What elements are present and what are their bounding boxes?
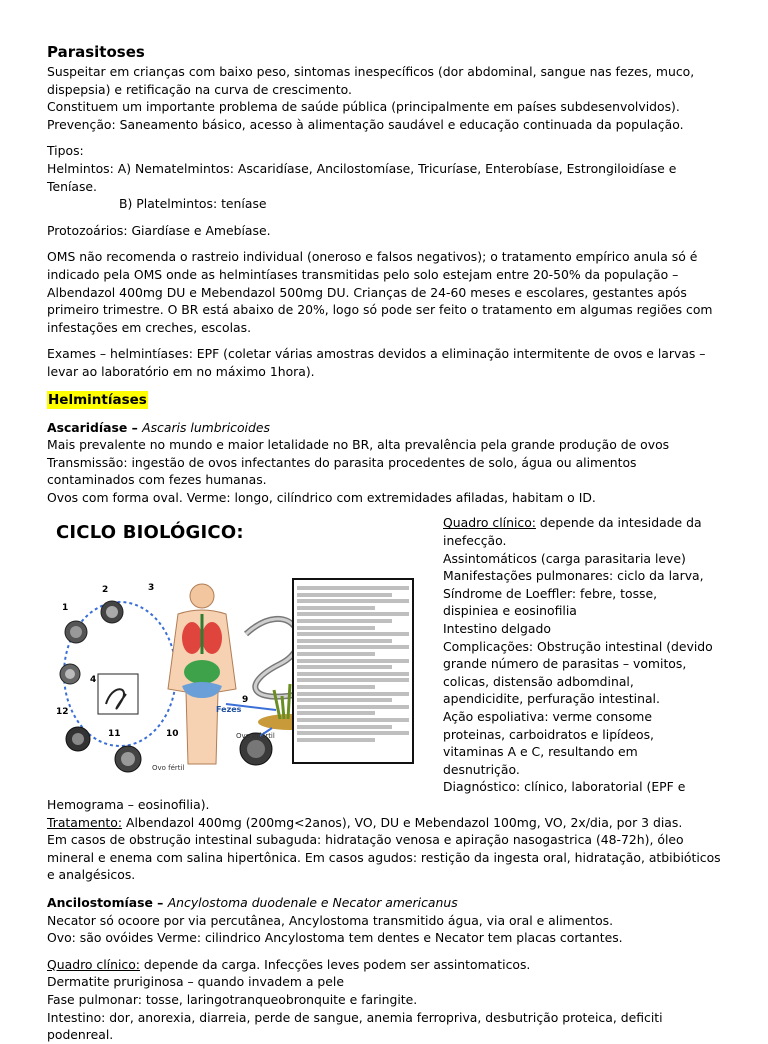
tipos-helmintos-b: B) Platelmintos: teníase — [119, 196, 267, 212]
ascaridiase-title: Ascaridíase – — [47, 419, 143, 435]
ancilostomiase-line-1: Necator só ocoore por via percutânea, Ancylostoma transmitido água, via oral e alimentos. — [47, 912, 614, 928]
clinico-line: Intestino delgado — [443, 621, 551, 637]
cycle-number-label: 11 — [108, 729, 121, 740]
cycle-number-label: 2 — [102, 585, 109, 596]
clinico-text: depende da intesidade da inefecção. — [443, 515, 702, 549]
page-title: Parasitoses — [47, 43, 145, 61]
tratamento-line — [47, 814, 727, 832]
ancilostomiase-heading — [47, 894, 727, 912]
cycle-number-label: 10 — [166, 729, 179, 740]
anc-clinico-line: Dermatite pruriginosa – quando invadem a pele — [47, 974, 344, 990]
egg-icon — [60, 664, 80, 684]
ascaridiase-line-1: Mais prevalente no mundo e maior letalidade no BR, alta prevalência pela grande produção de ovos — [47, 437, 670, 453]
ancilostomiase-line-2: Ovo: são ovóides Verme: cilindrico Ancylostoma tem dentes e Necator tem placas cortantes. — [47, 930, 623, 946]
anc-clinico-text: depende da carga. Infecções leves podem ser assintomaticos. — [139, 956, 531, 972]
anc-clinico-line: Fase pulmonar: tosse, laringotranqueobronquite e faringite. — [47, 991, 418, 1007]
tipos-label: Tipos: — [47, 143, 84, 159]
ascaridiase-line-2: Transmissão: ingestão de ovos infectantes do parasita procedentes de solo, água ou alimentos contaminados com fezes humanas. — [47, 454, 637, 488]
intro-paragraph-2: Constituem um importante problema de saúde pública (principalmente em países subdesenvolvidos). Prevenção: Saneamento básico, acesso à alimentação saudável e educação continuada da população. — [47, 99, 684, 132]
tipos-helmintos-a: Helmintos: A) Nematelmintos: Ascaridíase, Ancilostomíase, Tricuríase, Enterobíase, Estrongiloidíase e Teníase. — [47, 160, 677, 194]
intro-paragraph-1: Suspeitar em crianças com baixo peso, sintomas inespecíficos (dor abdominal, sangue nas fezes, muco, dispepsia) e retificação na curva de crescimento. — [47, 64, 695, 97]
oms-paragraph: OMS não recomenda o rastreio individual (oneroso e falsos negativos); o tratamento empírico anula só é indicado pela OMS onde as helmintíases transmitidas pelo solo estejam entre 20-50% da população – Albendazol 400mg DU e Mebendazol 500mg DU. Crianças de 24-60 meses e escolares, gestantes após primeiro trimestre. O BR está abaixo de 20%, logo só pode ser feito o tratamento em algumas regiões com infestações em creches, escolas. — [47, 249, 713, 335]
figure-title: CICLO BIOLÓGICO: — [56, 522, 244, 544]
ascaridiase-heading — [47, 419, 727, 437]
cycle-number-label: 4 — [90, 675, 97, 686]
anc-clinico-line: Intestino: dor, anorexia, diarreia, perde de sangue, anemia ferropriva, desbutrição proteica, deficiti podenreal. — [47, 1009, 663, 1043]
ancilostomiase-species: Ancylostoma duodenale e Necator americanus — [167, 894, 458, 910]
clinico-line: Manifestações pulmonares: ciclo da larva, Síndrome de Loeffler: febre, tosse, dispiniea e eosinofilia — [443, 568, 704, 619]
tipos-protozoarios: Protozoários: Giardíase e Amebíase. — [47, 222, 271, 238]
diagnostico-continuation: Hemograma – eosinofilia). — [47, 796, 210, 812]
clinico-label: Quadro clínico: — [443, 515, 536, 531]
cycle-number-label: 3 — [148, 583, 155, 594]
ascaridiase-line-3: Ovos com forma oval. Verme: longo, cilíndrico com extremidades afiladas, habitam o ID. — [47, 489, 596, 505]
egg-icon — [115, 746, 141, 772]
ascaridiase-clinical-column — [443, 514, 713, 796]
tratamento-label: Tratamento: — [47, 814, 123, 830]
fezes-label: Fezes — [216, 705, 242, 715]
ancilostomiase-clinico-intro — [47, 956, 727, 974]
section-helmintiases-heading: Helmintíases — [48, 391, 147, 408]
document-page — [47, 42, 727, 1044]
ascaridiase-figure-row — [47, 514, 727, 796]
cycle-legend-box — [292, 578, 414, 764]
tratamento-text: Albendazol 400mg (200mg<2anos), VO, DU e Mebendazol 100mg, VO, 2x/dia, por 3 dias. — [122, 814, 683, 830]
anc-clinico-label: Quadro clínico: — [47, 956, 140, 972]
ancilostomiase-title: Ancilostomíase – — [47, 894, 168, 910]
cycle-number-label: 12 — [56, 707, 69, 718]
ciclo-biologico-figure — [50, 514, 416, 774]
egg-icon — [101, 601, 123, 623]
clinico-line: Ação espoliativa: verme consome proteinas, carboidratos e lipídeos, vitaminas A e C, resultando em desnutrição. — [443, 709, 654, 777]
ovo-infertil-label: Ovo infértil — [236, 732, 275, 741]
ascaridiase-clinico-intro — [443, 514, 713, 549]
exames-paragraph: Exames – helmintíases: EPF (coletar várias amostras devidos a eliminação intermitente de ovos e larvas – levar ao laboratório em no máximo 1hora). — [47, 346, 706, 379]
egg-icon — [65, 621, 87, 643]
clinico-line: Complicações: Obstrução intestinal (devido grande número de parasitas – vomitos, colicas, distensão adbomdinal, apendicidite, perfuração intestinal. — [443, 638, 713, 707]
obstrucao-paragraph: Em casos de obstrução intestinal subaguda: hidratação venosa e apiração nasogastrica (48-72h), óleo mineral e enema com salina hipertônica. Em casos agudos: restição da ingesta oral, hidratação, atbibióticos e analgésicos. — [47, 832, 721, 883]
cycle-number-label: 1 — [62, 603, 69, 614]
ovo-fertil-label: Ovo fértil — [152, 764, 185, 773]
clinico-line: Assintomáticos (carga parasitaria leve) — [443, 550, 686, 566]
cycle-number-label: 9 — [242, 695, 249, 706]
diagnostico-line: Diagnóstico: clínico, laboratorial (EPF e — [443, 779, 686, 795]
ascaridiase-species: Ascaris lumbricoides — [142, 419, 270, 435]
egg-icon — [66, 727, 90, 751]
